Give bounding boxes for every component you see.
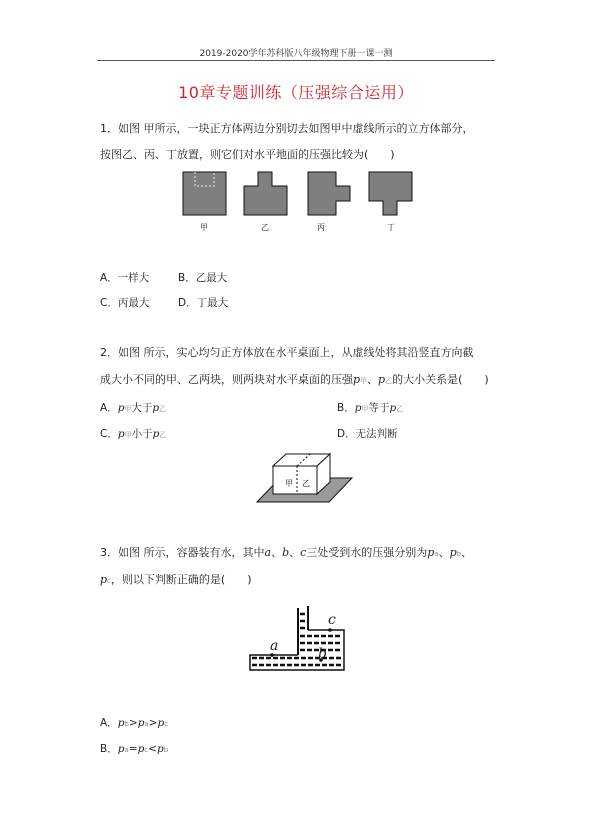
page-title: 10章专题训练（压强综合运用） <box>178 83 414 102</box>
q2-line1: 2．如图 所示，实心均匀正方体放在水平桌面上，从虚线处将其沿竖直方向截 <box>100 346 474 359</box>
q3-line1: 3．如图 所示，容器装有水，其中a、b、c三处受到水的压强分别为pa、pb、 <box>100 546 473 559</box>
q1-label-jia: 甲 <box>200 223 208 232</box>
q2-option-d[interactable]: D．无法判断 <box>337 428 398 440</box>
page-header: 2019-2020学年苏科版八年级物理下册一课一测 <box>199 49 393 59</box>
q1-option-d[interactable]: D．丁最大 <box>178 297 229 309</box>
q1-label-yi: 乙 <box>261 223 269 232</box>
q2-option-c[interactable]: C．p甲小于p乙 <box>100 428 167 440</box>
q2-fig-label-jia: 甲 <box>285 479 293 488</box>
q3-option-b[interactable]: B．pa=pc<pb <box>100 743 169 755</box>
q2-option-b[interactable]: B．p甲等于p乙 <box>337 402 404 414</box>
q1-label-bing: 丙 <box>317 223 325 232</box>
q3-fig-label-b: b <box>318 646 327 662</box>
q2-option-a[interactable]: A．p甲大于p乙 <box>100 402 167 414</box>
q3-fig-label-a: a <box>270 638 279 654</box>
q1-option-c[interactable]: C．丙最大 <box>100 297 150 309</box>
q3-fig-label-c: c <box>328 612 336 628</box>
q3-line2: pc，则以下判断正确的是( ) <box>100 573 252 586</box>
q1-option-a[interactable]: A．一样大 <box>100 272 150 284</box>
q2-fig-label-yi: 乙 <box>302 479 310 488</box>
q1-line2: 按图乙、丙、丁放置，则它们对水平地面的压强比较为( ) <box>100 148 395 161</box>
q3-point-c <box>328 628 332 632</box>
q1-line1: 1．如图 甲所示，一块正方体两边分别切去如图甲中虚线所示的立方体部分， <box>100 122 474 135</box>
q3-option-a[interactable]: A．pb>pa>pc <box>100 717 169 729</box>
q1-label-ding: 丁 <box>387 223 395 232</box>
q2-line2: 成大小不同的甲、乙两块，则两块对水平桌面的压强p甲、p乙的大小关系是( ) <box>100 373 489 386</box>
q1-option-b[interactable]: B．乙最大 <box>178 272 228 284</box>
